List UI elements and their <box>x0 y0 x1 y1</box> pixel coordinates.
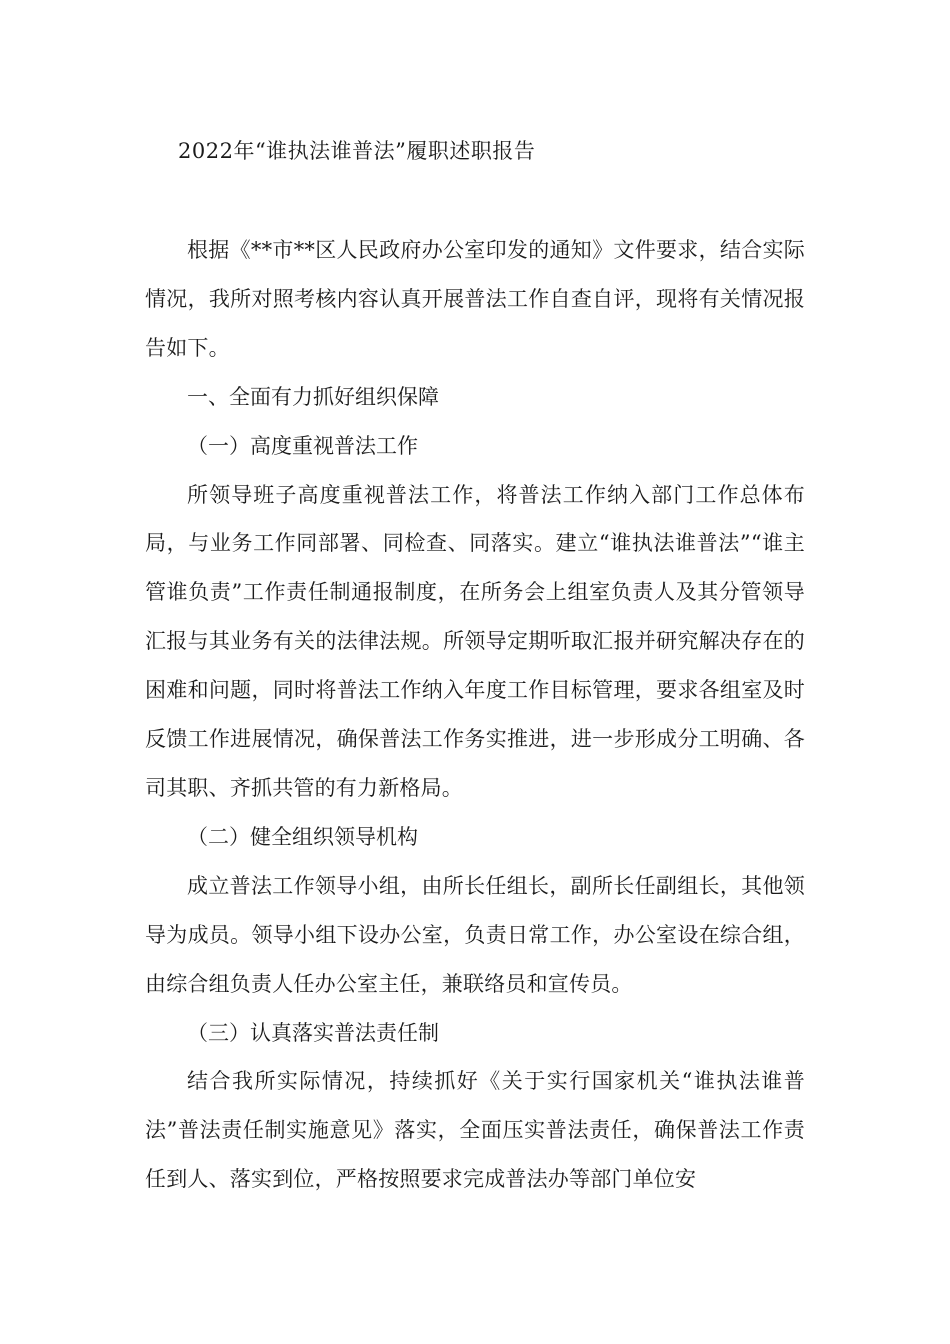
document-body <box>145 226 805 1204</box>
document-title: 2022年“谁执法谁普法”履职述职报告 <box>178 139 536 163</box>
subsection-2-heading: （二）健全组织领导机构 <box>187 824 418 849</box>
section-1-heading: 一、全面有力抓好组织保障 <box>187 384 439 409</box>
subsection-1-paragraph: 所领导班子高度重视普法工作，将普法工作纳入部门工作总体布局，与业务工作同部署、同检查、同落实。建立“谁执法谁普法”“谁主管谁负责”工作责任制通报制度，在所务会上组室负责人及其分管领导汇报与其业务有关的法律法规。所领导定期听取汇报并研究解决存在的困难和问题，同时将普法工作纳入年度工作目标管理，要求各组室及时反馈工作进展情况，确保普法工作务实推进，进一步形成分工明确、各司其职、齐抓共管的有力新格局。 <box>145 482 805 800</box>
intro-paragraph: 根据《**市**区人民政府办公室印发的通知》文件要求，结合实际情况，我所对照考核内容认真开展普法工作自查自评，现将有关情况报告如下。 <box>145 238 805 360</box>
subsection-1-heading: （一）高度重视普法工作 <box>187 433 418 458</box>
subsection-3-paragraph: 结合我所实际情况，持续抓好《关于实行国家机关“谁执法谁普法”普法责任制实施意见》落实，全面压实普法责任，确保普法工作责任到人、落实到位，严格按照要求完成普法办等部门单位安 <box>145 1069 805 1192</box>
subsection-3-heading: （三）认真落实普法责任制 <box>187 1020 439 1045</box>
subsection-2-paragraph: 成立普法工作领导小组，由所长任组长，副所长任副组长，其他领导为成员。领导小组下设办公室，负责日常工作，办公室设在综合组，由综合组负责人任办公室主任，兼联络员和宣传员。 <box>145 873 805 996</box>
